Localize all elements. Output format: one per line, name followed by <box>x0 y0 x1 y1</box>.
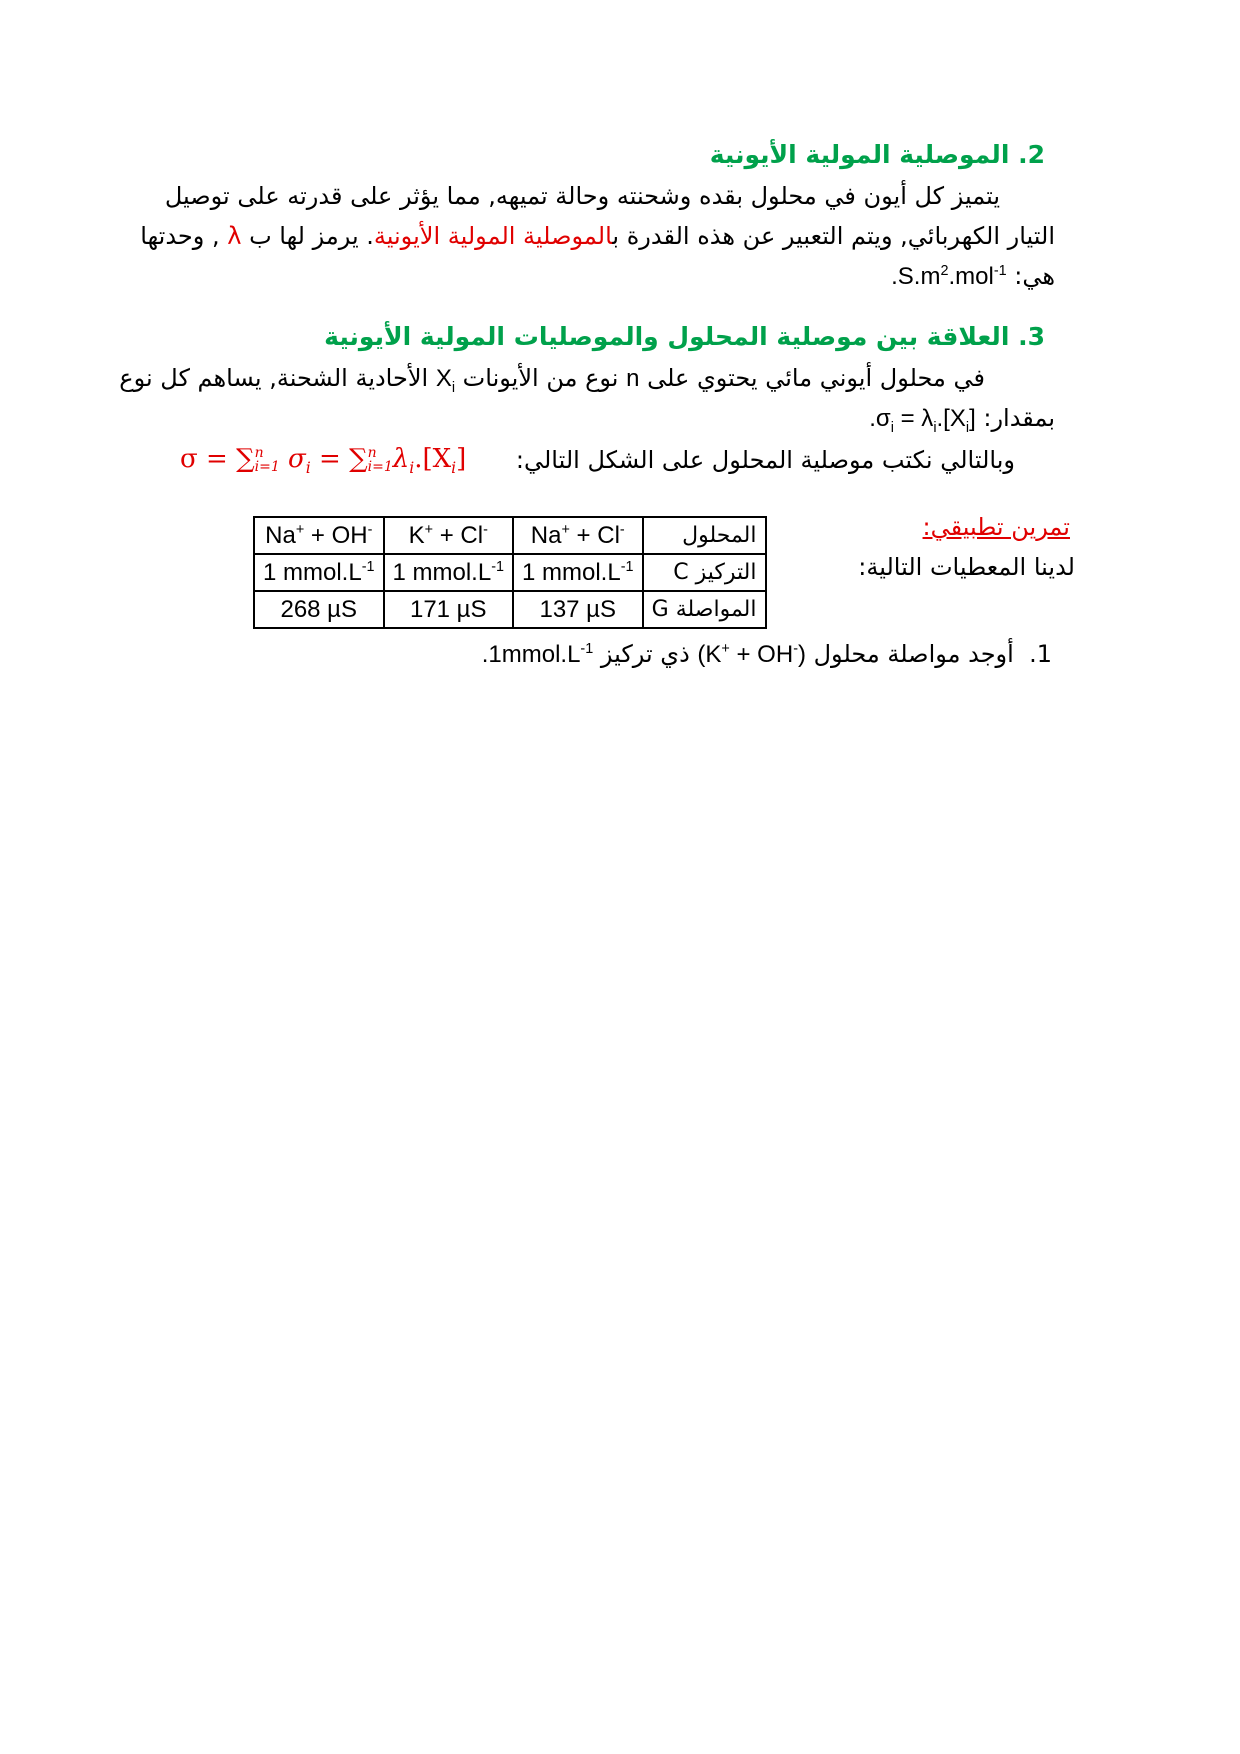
lambda-symbol: λ <box>227 222 242 250</box>
data-table <box>253 516 767 629</box>
unit-mid: .mol <box>948 263 994 290</box>
unit-exp-1: 2 <box>940 263 949 279</box>
section-2-line-1: يتميز كل أيون في محلول بقده وشحنته وحالة تميهه, مما يؤثر على قدرته على توصيل <box>164 182 1000 210</box>
table-cell: 1 $mmol.L^{-1}$ <box>254 554 384 591</box>
solution-conductivity-formula: σ = ∑ n i=1 $\sigma_i$ = ∑ n i=1 $\lambda_i.[X_i]$ <box>180 444 467 478</box>
exercise-title: تمرين تطبيقي: <box>922 513 1070 541</box>
contribution-label: بمقدار: <box>975 404 1055 432</box>
section-2-line-2-text-b: . يرمز لها ب <box>241 222 374 250</box>
table-cell: Na+ + Cl- <box>513 517 643 554</box>
section-3-line-1-text-c: الأحادية الشحنة, يساهم كل نوع <box>119 364 436 392</box>
row-label-conductance: المواصلة G <box>643 591 766 628</box>
section-2-line-2-text-a: التيار الكهربائي, ويتم التعبير عن هذه القدرة ب <box>612 222 1055 250</box>
table-cell: Na+ + OH- <box>254 517 384 554</box>
unit-value <box>891 263 1007 290</box>
question-number: 1. <box>1029 640 1052 668</box>
section-2-line-2 <box>140 222 1055 250</box>
table-cell: 268 µS <box>254 591 384 628</box>
table-row <box>254 591 766 628</box>
question-solution: (K+ + OH-) <box>697 641 806 668</box>
question-1 <box>482 640 1052 669</box>
table-row <box>254 517 766 554</box>
section-2-line-2-text-c: , وحدتها <box>140 222 228 250</box>
unit-label: هي: <box>1006 262 1055 290</box>
section-2-line-3 <box>891 262 1055 291</box>
table-cell: 1 $mmol.L^{-1}$ <box>513 554 643 591</box>
section-3-line-1-text-b: نوع من الأيونات <box>455 364 627 392</box>
section-3-line-1 <box>119 364 985 396</box>
question-text-b: ذي تركيز <box>593 640 698 668</box>
table-cell: 137 µS <box>513 591 643 628</box>
exercise-intro: لدينا المعطيات التالية: <box>858 553 1075 581</box>
molar-ionic-conductivity-term: الموصلية المولية الأيونية <box>373 222 613 250</box>
question-text-a: أوجد مواصلة محلول <box>805 640 1014 668</box>
contribution-formula: $.\sigma_i = \lambda_i.[X_i]$ <box>869 405 976 436</box>
table-cell: 171 µS <box>384 591 514 628</box>
table-row <box>254 554 766 591</box>
section-3-heading: 3. العلاقة بين موصلية المحلول والموصليات المولية الأيونية <box>324 322 1045 351</box>
unit-prefix: S.m <box>897 263 941 290</box>
section-2-heading: 2. الموصلية المولية الأيونية <box>709 140 1045 169</box>
section-3-line-1-text-a: في محلول أيوني مائي يحتوي على <box>639 364 985 392</box>
unit-end: . <box>891 263 898 290</box>
question-concentration: $.1mmol.L^{-1}$ <box>481 641 594 668</box>
unit-exp-2: -1 <box>993 263 1007 279</box>
row-label-concentration: التركيز C <box>643 554 766 591</box>
row-label-solution: المحلول <box>643 517 766 554</box>
section-3-line-2 <box>869 404 1055 436</box>
table-cell: K+ + Cl- <box>384 517 514 554</box>
x-variable: $X_i$ <box>435 365 456 396</box>
table-cell: 1 $mmol.L^{-1}$ <box>384 554 514 591</box>
section-3-line-3: وبالتالي نكتب موصلية المحلول على الشكل التالي: <box>515 446 1015 474</box>
n-variable: n <box>626 365 640 392</box>
